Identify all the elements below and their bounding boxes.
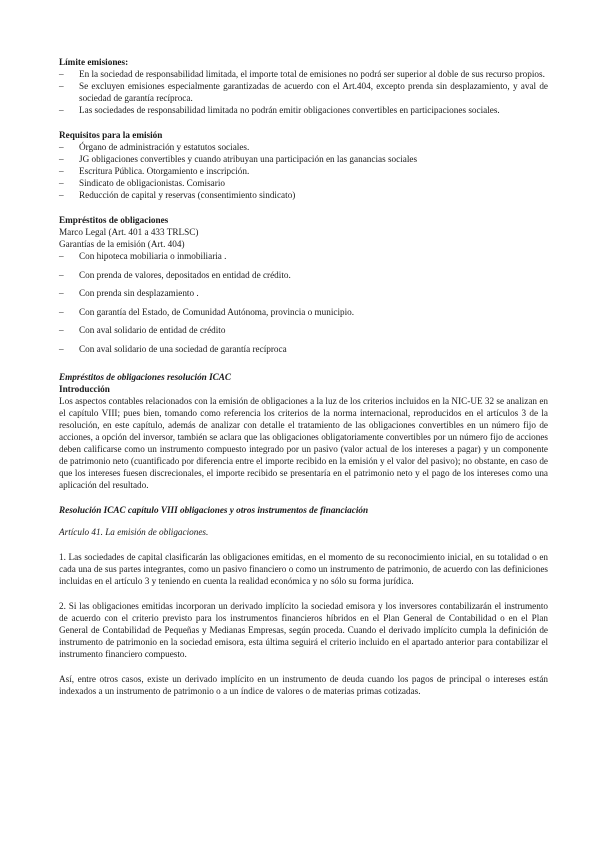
requisitos-list	[59, 141, 548, 201]
list-item	[59, 80, 548, 104]
emprestitos-heading: Empréstitos de obligaciones	[59, 215, 169, 225]
icac-heading: Empréstitos de obligaciones resolución ICAC	[59, 372, 232, 382]
list-item	[59, 287, 548, 299]
introduccion-label: Introducción	[59, 384, 110, 394]
dash-bullet: –	[59, 69, 64, 79]
list-item	[59, 104, 548, 116]
list-item	[59, 343, 548, 355]
list-item	[59, 68, 548, 80]
list-item-text: Sindicato de obligacionistas. Comisario	[79, 178, 225, 188]
list-item-text: Las sociedades de responsabilidad limitada no podrán emitir obligaciones convertibles en participaciones sociales.	[79, 105, 500, 115]
list-item	[59, 269, 548, 281]
list-item-text: Escritura Pública. Otorgamiento e inscripción.	[79, 166, 250, 176]
list-item-text: Con hipoteca mobiliaria o inmobiliaria .	[79, 251, 227, 261]
dash-bullet: –	[59, 81, 64, 91]
dash-bullet: –	[59, 105, 64, 115]
list-item-text: Se excluyen emisiones especialmente garantizadas de acuerdo con el Art.404, excepto prenda sin desplazamiento, y aval de sociedad de garantía recíproca.	[79, 81, 548, 103]
list-item-text: Con aval solidario de entidad de crédito	[79, 325, 226, 335]
document-page	[59, 56, 548, 697]
resolucion-heading: Resolución ICAC capítulo VIII obligaciones y otros instrumentos de financiación	[59, 505, 369, 515]
list-item	[59, 141, 548, 153]
list-item	[59, 306, 548, 318]
list-item	[59, 153, 548, 165]
dash-bullet: –	[59, 251, 64, 261]
list-item-text: JG obligaciones convertibles y cuando atribuyan una participación en las ganancias sociales	[79, 154, 418, 164]
articulo-paragraph-2: 2. Si las obligaciones emitidas incorporan un derivado implícito la sociedad emisora y los inversores contabilizarán el instrumento de acuerdo con el criterio previsto para los instrumentos financieros híbridos en el Plan General de Contabilidad o en el Plan General de Contabilidad de Pequeñas y Medianas Empresas, según proceda. Cuando el derivado implícito cumpla la definición de instrumento de patrimonio en la sociedad emisora, esta última seguirá el criterio incluido en el apartado anterior para contabilizar el instrumento financiero compuesto.	[59, 601, 548, 659]
list-item	[59, 165, 548, 177]
dash-bullet: –	[59, 190, 64, 200]
dash-bullet: –	[59, 269, 64, 280]
dash-bullet: –	[59, 154, 64, 164]
marco-legal-line: Marco Legal (Art. 401 a 433 TRLSC)	[59, 227, 199, 237]
list-item	[59, 177, 548, 189]
dash-bullet: –	[59, 288, 64, 298]
dash-bullet: –	[59, 166, 64, 176]
limite-emisiones-list	[59, 68, 548, 116]
garantias-line: Garantías de la emisión (Art. 404)	[59, 239, 185, 249]
dash-bullet: –	[59, 343, 64, 354]
requisitos-heading: Requisitos para la emisión	[59, 130, 163, 140]
dash-bullet: –	[59, 306, 64, 317]
garantias-list	[59, 250, 548, 355]
list-item-text: En la sociedad de responsabilidad limitada, el importe total de emisiones no podrá ser superior al doble de sus recurso propios.	[79, 69, 545, 79]
list-item	[59, 189, 548, 201]
introduccion-paragraph: Los aspectos contables relacionados con la emisión de obligaciones a la luz de los criterios incluidos en la NIC-UE 32 se analizan en el capítulo VIII; pues bien, tomando como referencia los criterios de la norma internacional, reproducidos en el artículos 3 de la resolución, en este capítulo, además de analizar con detalle el tratamiento de las obligaciones convertibles en un número fijo de acciones, a opción del inversor, también se aclara que las obligaciones obligatoriamente convertibles por un número fijo de acciones deben calificarse como un instrumento compuesto integrado por un pasivo (valor actual de los intereses a pagar) y un componente de patrimonio neto (cuantificado por diferencia entre el importe recibido en la emisión y el valor del pasivo); no obstante, en caso de que los intereses fuesen discrecionales, el importe recibido se presentaría en el patrimonio neto y el pago de los intereses como una aplicación del resultado.	[59, 396, 548, 490]
limite-emisiones-heading: Límite emisiones:	[59, 57, 129, 67]
list-item-text: Con garantía del Estado, de Comunidad Autónoma, provincia o municipio.	[79, 306, 355, 317]
articulo-paragraph-3: Así, entre otros casos, existe un derivado implícito en un instrumento de deuda cuando los pagos de principal o intereses están indexados a un instrumento de patrimonio o a un índice de valores o de materias primas cotizadas.	[59, 674, 548, 696]
list-item-text: Reducción de capital y reservas (consentimiento sindicato)	[79, 190, 296, 200]
list-item-text: Órgano de administración y estatutos sociales.	[79, 142, 250, 152]
dash-bullet: –	[59, 325, 64, 335]
dash-bullet: –	[59, 142, 64, 152]
list-item	[59, 250, 548, 262]
dash-bullet: –	[59, 178, 64, 188]
articulo-paragraph-1: 1. Las sociedades de capital clasificarán las obligaciones emitidas, en el momento de su reconocimiento inicial, en su totalidad o en cada una de sus partes integrantes, como un pasivo financiero o como un instrumento de patrimonio, de acuerdo con las definiciones incluidas en el artículo 3 y teniendo en cuenta la realidad económica y no sólo su forma jurídica.	[59, 552, 548, 586]
list-item-text: Con aval solidario de una sociedad de garantía recíproca	[79, 343, 287, 354]
articulo-41-heading: Artículo 41. La emisión de obligaciones.	[59, 527, 209, 537]
list-item	[59, 324, 548, 336]
list-item-text: Con prenda de valores, depositados en entidad de crédito.	[79, 269, 291, 280]
list-item-text: Con prenda sin desplazamiento .	[79, 288, 199, 298]
